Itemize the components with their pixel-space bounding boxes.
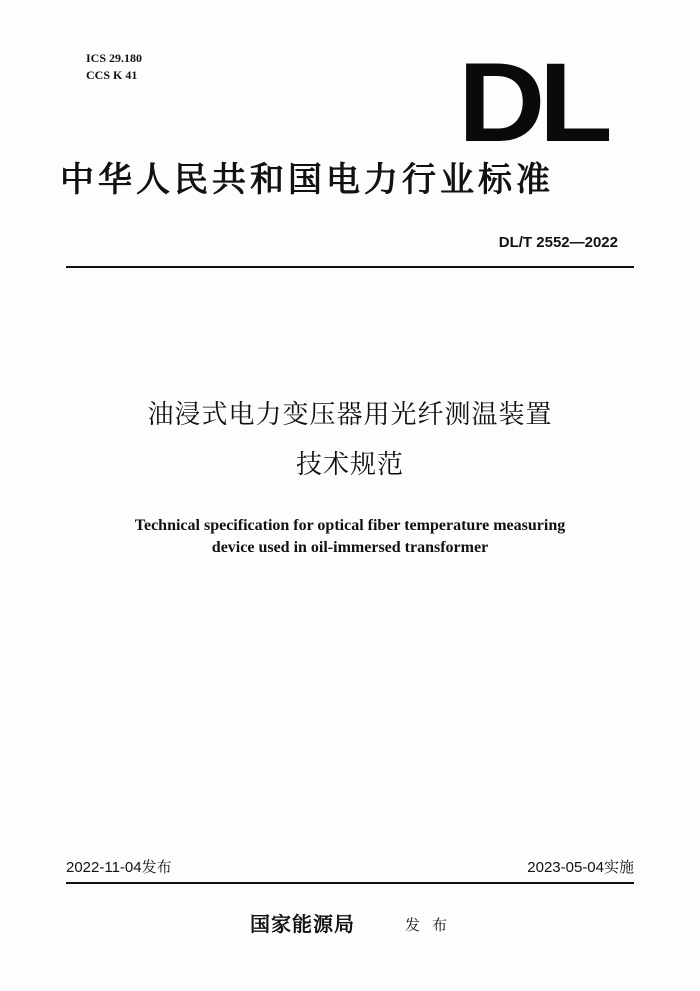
top-divider — [66, 266, 634, 268]
chinese-title-line-2: 技术规范 — [295, 450, 404, 480]
issue-date: 2022-11-04发布 — [66, 859, 172, 876]
english-title-line-2: device used in oil-immersed transformer — [211, 539, 489, 556]
dl-logo: DL — [458, 40, 607, 165]
implementation-date: 2023-05-04实施 — [527, 859, 634, 876]
publisher-name: 国家能源局 — [250, 912, 355, 936]
standard-number: DL/T 2552—2022 — [498, 234, 618, 251]
issue-label: 发布 — [405, 916, 460, 934]
ccs-code: CCS K 41 — [86, 68, 138, 82]
classification-codes — [86, 50, 142, 84]
chinese-title-line-1: 油浸式电力变压器用光纤测温装置 — [147, 400, 553, 430]
industry-standard-title: 中华人民共和国电力行业标准 — [60, 160, 554, 200]
ics-code: ICS 29.180 — [86, 51, 143, 65]
english-title-line-1: Technical specification for optical fiber temperature measuring — [134, 517, 566, 534]
bottom-divider — [66, 882, 634, 884]
